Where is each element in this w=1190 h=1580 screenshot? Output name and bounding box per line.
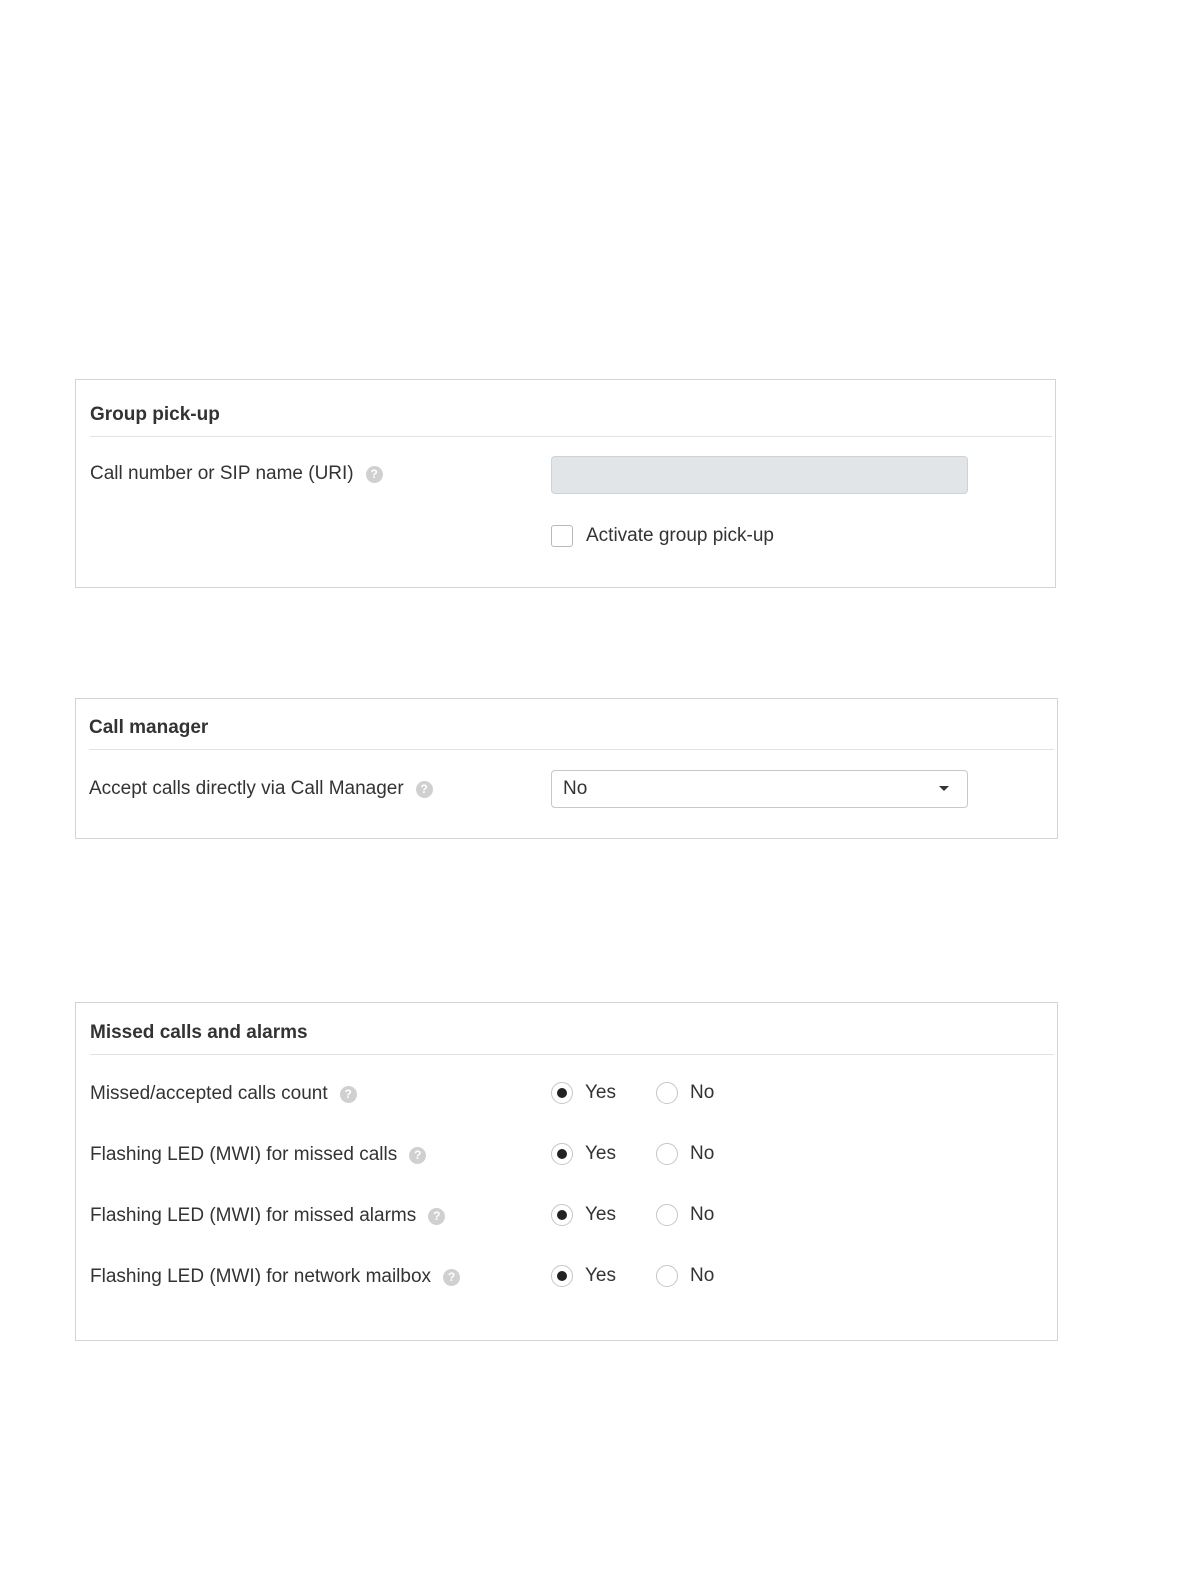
yes-label: Yes xyxy=(585,1265,616,1286)
mwi-missed-alarms-yes-option[interactable] xyxy=(551,1204,616,1226)
group-pickup-panel xyxy=(75,379,1056,588)
uri-input[interactable] xyxy=(551,456,968,494)
mwi-network-mailbox-no-option[interactable] xyxy=(656,1265,714,1287)
no-label: No xyxy=(690,1204,715,1225)
missed-count-no-option[interactable] xyxy=(656,1082,714,1104)
missed-count-yes-radio[interactable] xyxy=(551,1082,573,1104)
no-label: No xyxy=(690,1082,715,1103)
mwi-network-mailbox-label: Flashing LED (MWI) for network mailbox xyxy=(90,1266,432,1287)
missed-count-label-row xyxy=(90,1083,357,1105)
help-icon[interactable]: ? xyxy=(366,466,383,483)
accept-calls-label-row xyxy=(89,778,433,800)
activate-group-pickup-label: Activate group pick-up xyxy=(586,525,774,546)
help-icon[interactable]: ? xyxy=(340,1086,357,1103)
help-icon[interactable]: ? xyxy=(428,1208,445,1225)
help-icon[interactable]: ? xyxy=(443,1269,460,1286)
divider xyxy=(90,436,1052,437)
panel-title: Missed calls and alarms xyxy=(90,1022,308,1043)
mwi-missed-calls-yes-option[interactable] xyxy=(551,1143,616,1165)
uri-label-row xyxy=(90,463,383,485)
uri-label: Call number or SIP name (URI) xyxy=(90,463,354,484)
mwi-network-mailbox-no-radio[interactable] xyxy=(656,1265,678,1287)
mwi-missed-calls-yes-radio[interactable] xyxy=(551,1143,573,1165)
call-manager-panel xyxy=(75,698,1058,839)
activate-group-pickup-checkbox[interactable] xyxy=(551,525,573,547)
mwi-missed-calls-label: Flashing LED (MWI) for missed calls xyxy=(90,1144,398,1165)
no-label: No xyxy=(690,1143,715,1164)
accept-calls-select[interactable] xyxy=(551,770,968,808)
help-icon[interactable]: ? xyxy=(416,781,433,798)
mwi-missed-alarms-label-row xyxy=(90,1205,445,1227)
yes-label: Yes xyxy=(585,1204,616,1225)
mwi-network-mailbox-yes-option[interactable] xyxy=(551,1265,616,1287)
missed-calls-panel xyxy=(75,1002,1058,1341)
accept-calls-value: No xyxy=(563,778,588,799)
mwi-missed-alarms-no-radio[interactable] xyxy=(656,1204,678,1226)
mwi-network-mailbox-yes-radio[interactable] xyxy=(551,1265,573,1287)
mwi-missed-alarms-label: Flashing LED (MWI) for missed alarms xyxy=(90,1205,417,1226)
mwi-network-mailbox-label-row xyxy=(90,1266,460,1288)
help-icon[interactable]: ? xyxy=(409,1147,426,1164)
panel-title: Call manager xyxy=(89,717,209,738)
missed-count-no-radio[interactable] xyxy=(656,1082,678,1104)
chevron-down-icon xyxy=(939,786,949,791)
mwi-missed-calls-no-radio[interactable] xyxy=(656,1143,678,1165)
divider xyxy=(90,1054,1054,1055)
missed-count-yes-option[interactable] xyxy=(551,1082,616,1104)
missed-count-label: Missed/accepted calls count xyxy=(90,1083,328,1104)
panel-title: Group pick-up xyxy=(90,404,220,425)
yes-label: Yes xyxy=(585,1143,616,1164)
mwi-missed-calls-label-row xyxy=(90,1144,426,1166)
mwi-missed-alarms-yes-radio[interactable] xyxy=(551,1204,573,1226)
accept-calls-label: Accept calls directly via Call Manager xyxy=(89,778,404,799)
yes-label: Yes xyxy=(585,1082,616,1103)
mwi-missed-calls-no-option[interactable] xyxy=(656,1143,714,1165)
divider xyxy=(89,749,1054,750)
no-label: No xyxy=(690,1265,715,1286)
mwi-missed-alarms-no-option[interactable] xyxy=(656,1204,714,1226)
activate-group-pickup-row[interactable] xyxy=(551,525,774,547)
